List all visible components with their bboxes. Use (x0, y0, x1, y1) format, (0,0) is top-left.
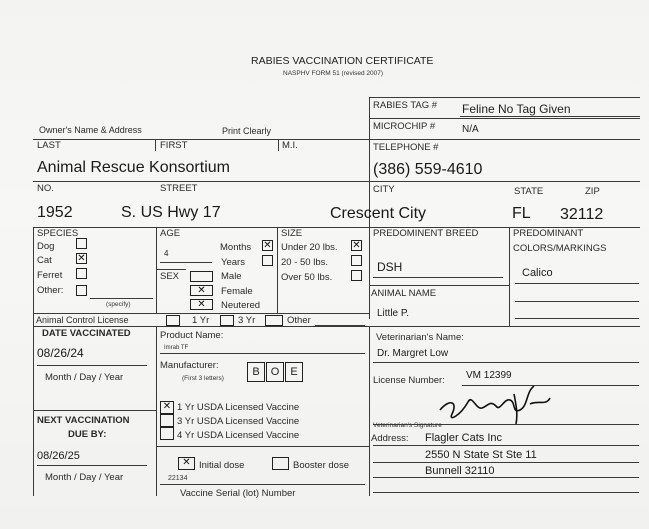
certificate-title: RABIES VACCINATION CERTIFICATE (251, 55, 434, 67)
rule (33, 313, 369, 314)
rabies-tag-label: RABIES TAG # (373, 100, 438, 111)
date-vaccinated-label: DATE VACCINATED (42, 328, 131, 339)
colors-label-2: COLORS/MARKINGS (513, 243, 607, 254)
rule (278, 139, 279, 151)
owner-heading: Owner's Name & Address (39, 125, 142, 135)
rule (370, 285, 510, 286)
license-3yr-checkbox[interactable] (220, 315, 234, 326)
city-label: CITY (373, 184, 395, 195)
manufacturer-letter-2[interactable]: O (266, 362, 284, 382)
colors-value: Calico (522, 267, 553, 279)
age-months-label: Months (220, 242, 252, 253)
form-number: NASPHV FORM 51 (revised 2007) (283, 70, 384, 77)
rule (370, 97, 640, 98)
next-vaccination-label: NEXT VACCINATION (37, 415, 130, 426)
state-value: FL (512, 205, 531, 222)
sex-male-checkbox[interactable] (190, 271, 213, 282)
age-years-label: Years (221, 257, 245, 268)
size-under20-checkbox[interactable]: ✕ (352, 240, 361, 251)
booster-dose-label: Booster dose (293, 460, 349, 471)
size-20-50-label: 20 - 50 lbs. (281, 257, 328, 268)
address-number-value: 1952 (37, 204, 73, 221)
species-ferret-label: Ferret (37, 270, 63, 281)
telephone-value: (386) 559-4610 (373, 161, 483, 178)
age-months-checkbox[interactable]: ✕ (263, 240, 272, 251)
species-dog-checkbox[interactable] (76, 238, 87, 249)
no-label: NO. (37, 183, 54, 194)
serial-label: Vaccine Serial (lot) Number (180, 488, 296, 499)
rule (33, 326, 640, 327)
rule (369, 326, 370, 496)
sex-label: SEX (160, 271, 180, 282)
last-label: LAST (37, 140, 61, 151)
booster-dose-checkbox[interactable] (272, 457, 289, 470)
species-dog-label: Dog (37, 241, 55, 252)
date-vaccinated-value: 08/26/24 (37, 346, 84, 360)
animal-name-value: Little P. (377, 308, 410, 319)
print-clearly: Print Clearly (222, 126, 272, 136)
mi-label: M.I. (282, 140, 298, 151)
size-20-50-checkbox[interactable] (351, 255, 362, 266)
rule (155, 139, 156, 151)
vaccine-1yr-label: 1 Yr USDA Licensed Vaccine (177, 402, 300, 413)
rule (373, 492, 639, 493)
rule (370, 139, 640, 140)
breed-value: DSH (377, 260, 403, 274)
species-cat-checkbox[interactable]: ✕ (77, 253, 86, 264)
rule (160, 262, 212, 263)
vet-address-line-3: Bunnell 32110 (425, 465, 495, 477)
rule (156, 326, 157, 496)
size-label: SIZE (281, 228, 303, 239)
vaccine-3yr-checkbox[interactable] (160, 414, 174, 427)
rule (37, 465, 147, 466)
rule (160, 484, 365, 485)
rule (156, 227, 157, 313)
rule (277, 227, 278, 313)
microchip-label: MICROCHIP # (373, 121, 436, 132)
species-cat-label: Cat (37, 255, 52, 266)
rule (373, 477, 639, 478)
size-over50-checkbox[interactable] (351, 270, 362, 281)
initial-dose-label: Initial dose (199, 460, 245, 471)
species-label: SPECIES (37, 228, 79, 239)
owner-name-value: Animal Rescue Konsortium (37, 159, 230, 176)
manufacturer-label: Manufacturer: (160, 360, 219, 371)
license-other-checkbox[interactable] (265, 315, 283, 326)
size-under20-label: Under 20 lbs. (281, 242, 338, 253)
rule (373, 277, 503, 278)
vaccine-4yr-label: 4 Yr USDA Licensed Vaccine (177, 430, 300, 441)
rule (156, 269, 186, 270)
rule (33, 410, 156, 411)
species-ferret-checkbox[interactable] (76, 268, 87, 279)
vaccine-3yr-label: 3 Yr USDA Licensed Vaccine (177, 416, 300, 427)
license-3yr-label: 3 Yr (238, 315, 256, 326)
rule (515, 318, 639, 319)
rule (460, 116, 640, 117)
zip-label: ZIP (585, 186, 600, 197)
rule (509, 227, 510, 327)
vaccine-1yr-checkbox[interactable]: ✕ (160, 401, 174, 414)
first-label: FIRST (160, 140, 188, 151)
product-name-label: Product Name: (160, 330, 224, 341)
next-due-label: DUE BY: (68, 429, 107, 440)
rule (370, 118, 640, 119)
rabies-tag-value: Feline No Tag Given (462, 102, 571, 116)
rule (373, 362, 639, 363)
license-1yr-checkbox[interactable] (166, 315, 180, 326)
license-other-label: Other (287, 315, 311, 326)
street-label: STREET (160, 183, 198, 194)
breed-label: PREDOMINENT BREED (373, 228, 479, 239)
rule (37, 365, 147, 366)
license-number-label: License Number: (373, 375, 445, 386)
sex-neutered-checkbox[interactable]: ✕ (190, 299, 213, 310)
vet-name-value: Dr. Margret Low (377, 348, 449, 359)
telephone-label: TELEPHONE # (373, 142, 439, 153)
signature-icon (430, 380, 560, 426)
date-vaccinated-format: Month / Day / Year (45, 372, 124, 383)
vet-name-label: Veterinarian's Name: (376, 332, 464, 343)
zip-value: 32112 (560, 206, 604, 223)
rule (373, 462, 639, 463)
initial-dose-checkbox[interactable]: ✕ (178, 457, 195, 470)
product-name-value: Imrab TF (164, 345, 189, 351)
species-other-label: Other: (37, 285, 64, 296)
age-years-checkbox[interactable] (262, 255, 273, 266)
sex-female-checkbox[interactable]: ✕ (190, 285, 213, 296)
license-number-value: VM 12399 (466, 370, 512, 381)
state-label: STATE (514, 186, 544, 197)
street-value: S. US Hwy 17 (121, 204, 221, 221)
rule (33, 139, 369, 140)
animal-name-label: ANIMAL NAME (371, 288, 437, 299)
manufacturer-letter-1[interactable]: B (247, 362, 265, 382)
license-1yr-label: 1 Yr (192, 315, 210, 326)
specify-label: (specify) (106, 301, 131, 308)
sex-female-label: Female (221, 286, 253, 297)
sex-male-label: Male (221, 271, 242, 282)
vet-signature-label: Veterinarian's Signature (373, 422, 442, 429)
rule (515, 301, 639, 302)
age-label: AGE (160, 228, 181, 239)
size-over50-label: Over 50 lbs. (281, 272, 333, 283)
manufacturer-letter-3[interactable]: E (285, 362, 303, 382)
rule (373, 445, 639, 446)
rule (33, 227, 34, 327)
rule (160, 353, 365, 354)
city-value: Crescent City (330, 205, 427, 222)
vet-address-line-1: Flagler Cats Inc (425, 432, 503, 444)
rule (33, 326, 34, 496)
rule (90, 298, 153, 299)
vet-address-line-2: 2550 N State St Ste 11 (425, 449, 537, 461)
vet-address-label: Address: (371, 433, 409, 444)
age-value: 4 (164, 249, 169, 258)
microchip-value: N/A (462, 124, 479, 135)
first-3-letters-label: (First 3 letters) (182, 375, 224, 382)
license-row-label: Animal Control License (36, 315, 129, 325)
sex-neutered-label: Neutered (221, 300, 261, 311)
species-other-checkbox[interactable] (76, 285, 87, 296)
rule (515, 283, 639, 284)
vaccine-4yr-checkbox[interactable] (160, 427, 174, 440)
next-vaccination-value: 08/26/25 (37, 450, 80, 462)
rule (33, 181, 640, 182)
serial-value: 22134 (168, 475, 188, 482)
next-vaccination-format: Month / Day / Year (45, 472, 124, 483)
colors-label-1: PREDOMINANT (513, 228, 584, 239)
rule (156, 446, 369, 447)
